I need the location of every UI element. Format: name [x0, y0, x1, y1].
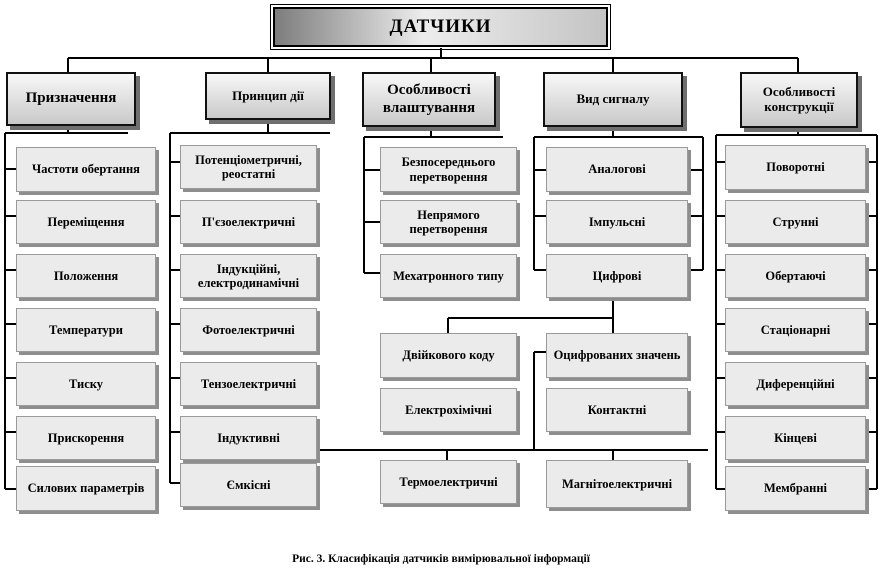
construction-item: Кінцеві — [725, 416, 866, 460]
installation-item: Непрямого перетворення — [380, 200, 517, 244]
digital-item: Двійкового коду — [380, 333, 517, 378]
principle-item: Індуктивні — [180, 416, 317, 460]
construction-item: Поворотні — [725, 145, 866, 190]
purpose-item: Переміщення — [16, 200, 156, 244]
figure-caption: Рис. 3. Класифікація датчиків вимірювальної інформації — [292, 553, 590, 565]
construction-item: Обертаючі — [725, 254, 866, 298]
purpose-item: Прискорення — [16, 416, 156, 460]
signal-item: Аналогові — [546, 147, 688, 192]
category-principle: Принцип дії — [205, 72, 331, 120]
principle-item: Потенціометричні, реостатні — [180, 145, 317, 189]
digital-item: Електрохімічні — [380, 388, 517, 432]
installation-item: Мехатронного типу — [380, 254, 517, 298]
category-installation: Особливості влаштування — [362, 72, 496, 127]
digital-item: Контактні — [546, 388, 688, 432]
root-node: ДАТЧИКИ — [273, 7, 608, 47]
category-purpose: Призначення — [6, 72, 136, 126]
principle-item: П'єзоелектричні — [180, 200, 317, 244]
purpose-item: Тиску — [16, 362, 156, 406]
principle-item: Тензоелектричні — [180, 362, 317, 406]
purpose-item: Положення — [16, 254, 156, 298]
construction-item: Стаціонарні — [725, 308, 866, 352]
digital-item: Термоелектричні — [380, 460, 517, 504]
category-construction: Особливості конструкції — [740, 72, 858, 128]
construction-item: Струнні — [725, 200, 866, 244]
signal-item: Цифрові — [546, 254, 688, 298]
digital-item: Магнітоелектричні — [546, 460, 688, 508]
installation-item: Безпосереднього перетворення — [380, 147, 517, 192]
purpose-item: Частоти обертання — [16, 147, 156, 192]
category-signal: Вид сигналу — [543, 72, 683, 127]
construction-item: Диференційні — [725, 362, 866, 406]
purpose-item: Силових параметрів — [16, 466, 156, 511]
principle-item: Індукційні, електродинамічні — [180, 254, 317, 298]
principle-item: Ємкісні — [180, 463, 317, 507]
construction-item: Мембранні — [725, 466, 866, 511]
purpose-item: Температури — [16, 308, 156, 352]
signal-item: Імпульсні — [546, 200, 688, 244]
digital-item: Оцифрованих значень — [546, 333, 688, 378]
principle-item: Фотоелектричні — [180, 308, 317, 352]
